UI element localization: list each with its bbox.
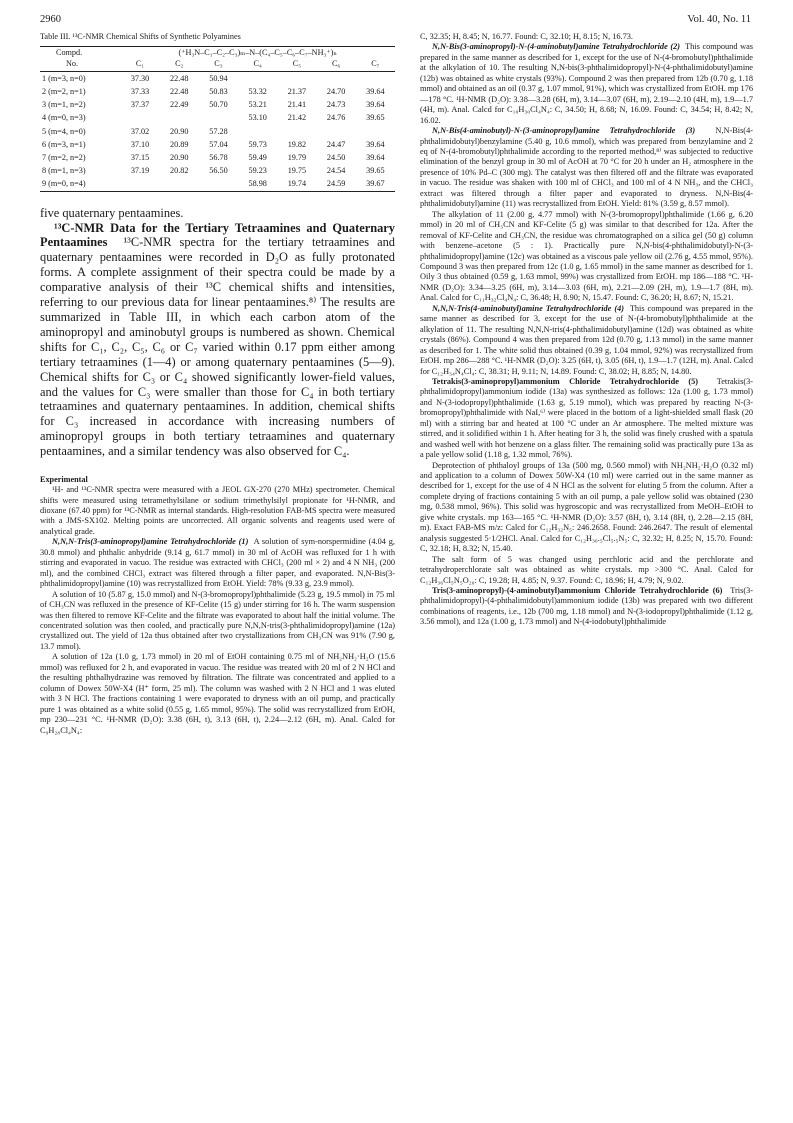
shift-cell — [277, 125, 316, 138]
compound-5-paragraph — [420, 377, 753, 461]
shift-cell: 39.67 — [356, 177, 395, 191]
shift-cell — [356, 125, 395, 138]
shift-cell: 39.64 — [366, 100, 385, 110]
table-header-top — [40, 47, 395, 59]
compound-3-heading: N,N-Bis(4-aminobutyl)-N-(3-aminopropyl)amine Tetrahydrochloride (3) — [432, 126, 696, 136]
compound-1-paragraph-2: A solution of 10 (5.87 g, 15.0 mmol) and N-(3-bromopropyl)phthalimide (5.23 g, 19.5 mmol) in 75 ml of CH₃CN was refluxed in the presence of KF-Celite (15 g) under stirring for 16 h. The warm suspension was then filtered to remove KF-Celite and the filtrate was evaporated to about half the initial volume. The concentrated solution was then cooled, and practically pure N,N,N-tris(3-phthalimidopropyl)amine (12a) crystallized out. The yield of 12a thus obtained after two crystallizations from CH₃CN was 91% (7.90 g, 13.7 mmol). — [40, 589, 395, 651]
shift-cell: 20.90 — [170, 126, 189, 136]
shift-cell — [120, 111, 159, 124]
compound-4-paragraph — [420, 304, 753, 377]
shift-cell: 20.89 — [170, 139, 189, 149]
paragraph-nmr — [40, 221, 395, 460]
shift-cell — [238, 71, 277, 85]
column-header: C₅ — [277, 58, 316, 71]
shift-cell: 39.65 — [366, 113, 385, 123]
page-number: 2960 — [40, 14, 61, 25]
compound-2-body: This compound was prepared in the same manner as described for 1, except for the use of N-(4-bromobutyl)phthalimide at the alkylation of 10. The resulting N,N-bis(3-phthalimidopropyl)-N-(4-phthalimidobutyl)amine (12b) was obtained as white crystals (93%). Compound 2 was then prepared from 12b (0.70 g, 1.18 mmol) and obtained as an oil (0.37 g, 1.07 mmol, 91%), which was crystallized from EtOH. mp 176—178 °C. ¹H-NMR (D₂O): 3.38—3.28 (6H, m), 3.14—3.07 (6H, m), 2.19—2.10 (4H, m), 1.9—1.7 (4H, m). Anal. Calcd for C₁₀H₃₀Cl₄N₄: C, 34.50; H, 8.68; N, 16.09. Found: C, 34.54; H, 8.42; N, 16.02. — [420, 42, 753, 125]
shift-cell: 21.37 — [287, 87, 307, 97]
compound-6-heading: Tris(3-aminopropyl)-(4-aminobutyl)ammonium Chloride Tetrahydrochloride (6) — [432, 586, 723, 596]
compound-1-body: A solution of sym-norspermidine (4.04 g, 30.8 mmol) and phthalic anhydride (9.14 g, 61.7 mmol) in 30 ml of AcOH was refluxed for 1 h with stirring and evaporated in vacuo. The residue was extracted with CHCl₃ (200 ml × 2) and 4 N NH₃ (200 ml), and the combined CHCl₃ extract was filtered through a filter paper, and evaporated. N,N-Bis(3-phthalimidopropyl)amine (10) was recrystallized from EtOH. Yield: 78% (9.33 g, 23.9 mmol). — [40, 537, 395, 589]
shift-cell: 37.10 — [130, 139, 150, 149]
table-row — [40, 138, 395, 151]
shift-cell: 39.64 — [366, 139, 385, 149]
shift-cell: 59.49 — [248, 153, 267, 163]
compound-cell: 7 (m=2, n=2) — [42, 153, 86, 163]
shift-cell — [356, 71, 395, 85]
compound-6-paragraph — [420, 586, 753, 628]
shift-cell: 57.28 — [209, 126, 228, 136]
column-header: C₄ — [238, 58, 277, 71]
shift-cell — [199, 177, 238, 191]
shift-cell: 59.73 — [248, 139, 267, 149]
compound-cell: 2 (m=2, n=1) — [42, 87, 86, 97]
shift-cell: 50.83 — [209, 87, 228, 97]
shift-cell: 50.70 — [209, 100, 228, 110]
compound-3-body: N,N-Bis(4-phthalimidobutyl)benzylamine (5.40 g, 10.6 mmol), which was prepared from benzylamine and 2 eq of N-(4-bromobutyl)phthalimide according to the reported method,⁸⁾ was subjected to reductive elimination of the benzyl group in 30 ml of AcOH at 70 °C for 20 h under an H₂ atmosphere in the presence of 10% Pd–C (300 mg). The catalyst was then filtered off and the filtrate was evaporated in vacuo. The residue was shaken with 100 ml of CHCl₃ and 100 ml of 4 N NH₃, and the CHCl₃ extract was filtered through a filter paper and evaporated to dryness. N,N-Bis(4-phthalimidobutyl)amine (11) was recrystallized from EtOH. Yield: 81% (3.59 g, 8.57 mmol). — [420, 126, 753, 209]
shift-cell — [317, 71, 356, 85]
compound-cell: 9 (m=0, n=4) — [40, 177, 120, 191]
shift-cell: 56.50 — [209, 166, 228, 176]
left-column — [40, 32, 395, 736]
shift-cell: 37.30 — [130, 73, 150, 83]
table-head-compd: Compd. — [40, 47, 120, 59]
shift-cell: 19.75 — [287, 166, 307, 176]
compound-2-heading: N,N-Bis(3-aminopropyl)-N-(4-aminobutyl)amine Tetrahydrochloride (2) — [432, 42, 681, 52]
shift-cell: 37.19 — [130, 166, 150, 176]
shift-cell: 37.37 — [130, 100, 150, 110]
shift-cell: 21.41 — [287, 100, 307, 110]
shift-cell: 24.70 — [326, 87, 346, 97]
shift-cell: 24.59 — [317, 177, 356, 191]
shift-cell — [160, 177, 199, 191]
table-head-formula: (⁺H₃N–C₁–C₂–C₃)ₘ–N–(C₄–C₅–C₆–C₇–NH₃⁺)ₙ — [120, 47, 395, 59]
volume-info: Vol. 40, No. 11 — [687, 14, 751, 25]
column-header: C₃ — [199, 58, 238, 71]
table-body — [40, 71, 395, 191]
table-row — [40, 164, 395, 177]
shift-cell: 53.21 — [248, 100, 267, 110]
compound-1-paragraph — [40, 537, 395, 589]
shift-cell: 57.04 — [209, 139, 228, 149]
shift-cell: 24.73 — [326, 100, 346, 110]
shift-cell: 37.15 — [130, 153, 150, 163]
compound-cell: 1 (m=3, n=0) — [42, 73, 86, 83]
continued-analysis: C, 32.35; H, 8.45; N, 16.77. Found: C, 32.10; H, 8.15; N, 16.73. — [420, 32, 633, 41]
table-row — [40, 98, 395, 111]
shift-cell: 24.50 — [326, 153, 346, 163]
shift-cell: 24.54 — [326, 166, 346, 176]
column-header: C₂ — [160, 58, 199, 71]
shift-cell: 37.02 — [130, 126, 150, 136]
shift-cell: 22.48 — [170, 73, 189, 83]
shift-cell: 20.82 — [170, 166, 189, 176]
shift-cell: 19.79 — [287, 153, 307, 163]
shift-cell: 24.47 — [326, 139, 346, 149]
compound-1-paragraph-3: A solution of 12a (1.0 g, 1.73 mmol) in 20 ml of EtOH containing 0.75 ml of NH₂NH₂·H₂O (15.6 mmol) was refluxed for 2 h, and evaporated in vacuo. The residue was treated with 20 ml of 2 N HCl and the resulting phthalhydrazine was removed by filtration. The filtrate was concentrated and applied to a column of Dowex 50W-X4 (H⁺ form, 25 ml). The column was washed with 2 N HCl and 1 was eluted with 3 N HCl. The fractions containing 1 were evaporated to dryness with an oil pump, and practically pure 1 was obtained as a white solid (0.55 g, 1.65 mmol, 95%). The solid was recrystallized from EtOH, mp 230—231 °C. ¹H-NMR (D₂O): 3.38 (6H, t), 3.13 (6H, t), 2.24—2.12 (6H, m). Anal. Calcd for C₉H₂₈Cl₄N₄: — [40, 652, 395, 735]
compound-5-heading: Tetrakis(3-aminopropyl)ammonium Chloride Tetrahydrochloride (5) — [432, 376, 698, 386]
shift-cell: 22.48 — [170, 87, 189, 97]
table-header-row — [40, 58, 395, 71]
table-row — [40, 125, 395, 138]
column-header: No. — [40, 58, 120, 71]
nmr-table — [40, 46, 395, 192]
compound-cell: 6 (m=3, n=1) — [42, 139, 86, 149]
shift-cell — [317, 125, 356, 138]
shift-cell — [277, 71, 316, 85]
column-header: C₁ — [120, 58, 159, 71]
compound-4-heading: N,N,N-Tris(4-aminobutyl)amine Tetrahydrochloride (4) — [432, 303, 625, 313]
shift-cell: 53.10 — [248, 113, 267, 123]
shift-cell: 24.76 — [326, 113, 346, 123]
compound-3-paragraph — [420, 126, 753, 210]
shift-cell: 58.98 — [238, 177, 277, 191]
table-row — [40, 177, 395, 191]
column-header: C₇ — [356, 58, 395, 71]
table-row — [40, 71, 395, 85]
shift-cell: 21.42 — [287, 113, 307, 123]
experimental-heading: Experimental — [40, 475, 88, 485]
shift-cell: 53.32 — [248, 87, 267, 97]
shift-cell: 39.64 — [366, 153, 385, 163]
compound-5-paragraph-2: Deprotection of phthaloyl groups of 13a (500 mg, 0.560 mmol) with NH₂NH₂·H₂O (0.32 ml) and application to a column of Dowex 50W-X4 (10 ml) were carried out in the same manner as described for 1, except for the use of 4 N HCl as the solvent for eluting 5 from the column. After a complete drying of fractions containing 5 with an oil pump, a pale yellow solid was obtained (230 mg, 0.538 mmol, 96%). This solid was hygroscopic and was recrystallized from MeOH–EtOH to give white crystals. mp 163—165 °C. ¹H-NMR (D₂O): 3.57 (8H, t), 3.14 (8H, t), 2.28—2.15 (8H, m). Exact FAB-MS m/z: Calcd for C₁₂H₃₂N₅: 246.2658. Found: 246.2647. The result of elemental analysis suggested 5·1/2HCl. Anal. Calcd for C₁₂H₃₆.₅Cl₅.₅N₅: C, 32.32; H, 8.25; N, 15.70. Found: C, 32.18; H, 8.32; N, 15.40. — [420, 460, 753, 554]
shift-cell — [238, 125, 277, 138]
table-caption: Table III. ¹³C-NMR Chemical Shifts of Synthetic Polyamines — [40, 32, 241, 41]
compound-1-heading: N,N,N-Tris(3-aminopropyl)amine Tetrahydrochloride (1) — [52, 537, 249, 547]
compound-5-body: Tetrakis(3-phthalimidopropyl)ammonium iodide (13a) was synthesized as follows: 12a (1.00 g, 1.73 mmol) and N-(3-iodopropyl)phthalimide (1.63 g, 5.19 mmol), which was prepared by reacting N-(3-bromopropyl)phthalimide with NaI,⁶⁾ were placed in the bottom of a light-shielded small flask (20 ml) with a stirring bar and heated at 100 °C under an Ar atmosphere. The melted mixture was stirred, and it solidified within 1 h. After heating for 3 h, the solid was finely crushed with a spatula and washed well with hot benzene on a glass filter. The remaining solid was practically pure 13a as a pale yellow solid (1.18 g, 1.32 mmol, 76%). — [420, 376, 753, 460]
shift-cell: 37.33 — [130, 87, 150, 97]
shift-cell: 39.64 — [366, 87, 385, 97]
compound-4-body: This compound was prepared in the same manner as described for 3, except for the use of N-(4-bromobutyl)phthalimide at the alkylation of 11. The resulting N,N,N-tris(4-phthalimidobutyl)amine (12d) was obtained as white crystals (86%). Compound 4 was then prepared from 12d (0.70 g, 1.13 mmol) in the same manner as described for 1. The white solid thus obtained (0.39 g, 1.04 mmol, 92%) was recrystallized from EtOH. mp 286—288 °C. ¹H-NMR (D₂O): 3.25 (6H, t), 3.05 (6H, t), 1.9—1.7 (12H, m). Anal. Calcd for C₁₂H₃₄N₄Cl₄: C, 38.31; H, 9.11; N, 14.89. Found: C, 38.02; H, 8.85; N, 14.80. — [420, 303, 753, 376]
shift-cell: 20.90 — [170, 153, 189, 163]
table-row — [40, 151, 395, 164]
shift-cell: 19.74 — [277, 177, 316, 191]
table-row — [40, 111, 395, 124]
table-row — [40, 85, 395, 98]
compound-cell: 5 (m=4, n=0) — [42, 126, 86, 136]
shift-cell — [199, 111, 238, 124]
shift-cell — [120, 177, 159, 191]
right-column — [420, 32, 753, 628]
shift-cell: 19.82 — [287, 139, 307, 149]
shift-cell — [160, 111, 199, 124]
compound-cell: 4 (m=0, n=3) — [42, 113, 86, 123]
shift-cell: 22.49 — [170, 100, 189, 110]
shift-cell: 56.78 — [209, 153, 228, 163]
results-text — [40, 206, 395, 459]
compound-3-paragraph-2: The alkylation of 11 (2.00 g, 4.77 mmol) with N-(3-bromopropyl)phthalimide (1.66 g, 6.20 mmol) in 20 ml of CH₃CN and KF-Celite (5 g) was similar to that described for 12a. After the removal of KF-Celite and CH₃CN, the residue was chromatographed on a silica gel (50 g) column with benzene–acetone (5 : 1). Practically pure N,N-bis(4-phthalimidobutyl)-N-(3-phthalimidopropyl)amine (12c) was obtained as a viscous pale yellow oil (2.76 g, 4.55 mmol, 95%). Compound 3 was then prepared from 12c (1.0 g, 1.65 mmol) in the same manner as described for 1. Oily 3 thus obtained (0.59 g, 1.63 mmol, 99%) was crystallized from EtOH. mp 186—188 °C. ¹H-NMR (D₂O): 3.34—3.25 (6H, m), 3.14—3.03 (6H, m), 2.21—2.09 (2H, m), 1.9—1.7 (8H, m). Anal. Calcd for C₁₁H₃₂Cl₄N₄: C, 36.48; H, 8.90; N, 15.47. Found: C, 36.20; H, 8.67; N, 15.21. — [420, 209, 753, 303]
shift-cell: 50.94 — [209, 73, 228, 83]
compound-2-paragraph — [420, 42, 753, 126]
section-heading-nmr: ¹³C-NMR Data for the Tertiary Tetraamines and Quaternary Pentaamines — [40, 220, 395, 250]
paragraph-intro: five quaternary pentaamines. — [40, 205, 184, 220]
compound-cell: 3 (m=1, n=2) — [42, 100, 86, 110]
shift-cell: 39.65 — [366, 166, 385, 176]
shift-cell: 59.23 — [248, 166, 267, 176]
compound-6-body: Tris(3-phthalimidopropyl)-(4-phthalimidobutyl)ammonium iodide (13b) was prepared with two different combinations of reagents, i.e., 12b (700 mg, 1.18 mmol) and N-(3-iodopropyl)phthalimide (1.12 g, 3.56 mmol), and 12a (1.00 g, 1.73 mmol) and N-(4-iodobutyl)phthalimide — [420, 586, 753, 627]
column-header: C₆ — [317, 58, 356, 71]
compound-5-paragraph-3: The salt form of 5 was changed using perchloric acid and the perchlorate and tetrahydroperchlorate salt was obtained as white crystals. mp >300 °C. Anal. Calcd for C₁₂H₃₆Cl₅N₅O₂₀: C, 19.28; H, 4.85; N, 9.37. Found: C, 18.96; H, 4.79; N, 9.02. — [420, 554, 753, 585]
paragraph-nmr-body: ¹³C-NMR spectra for the tertiary tetraamines and quaternary pentaamines were recorded in D₂O as fully protonated forms. A complete assignment of their spectra could be made by a comparative analysis of their ¹³C chemical shifts and intensities, referring to our previous data for linear pentaamines.⁸⁾ The results are summarized in Table III, in which each carbon atom of the aminopropyl and aminobutyl groups is numbered as shown. Chemical shifts for C₁, C₂, C₅, C₆ or C₇ varied within 0.17 ppm either among tertiary tetraamines (1—4) or among quaternary pentaamines (5—9). Chemical shifts for C₃ or C₄ showed significantly lower-field values, and the values for C₃ were smaller than those for C₄ in both tertiary tetraamines and quaternary pentaamines. In addition, chemical shifts for C₃ increased in accordance with increasing numbers of aminopropyl groups in both tertiary tetraamines and quaternary pentaamines, and a similar tendency was also observed for C₄. — [40, 235, 395, 459]
experimental-general: ¹H- and ¹³C-NMR spectra were measured with a JEOL GX-270 (270 MHz) spectrometer. Chemical shifts were measured using tetramethylsilane or sodium trimethylsilyl propionate for ¹H-NMR, and dioxane (67.40 ppm) for ¹³C-NMR as internal standards. High-resolution FAB-MS spectra were measured with a JMS-SX102. Melting points are uncorrected. All organic solvents and reagents used were of analytical grade. — [40, 485, 395, 536]
compound-cell: 8 (m=1, n=3) — [42, 166, 86, 176]
